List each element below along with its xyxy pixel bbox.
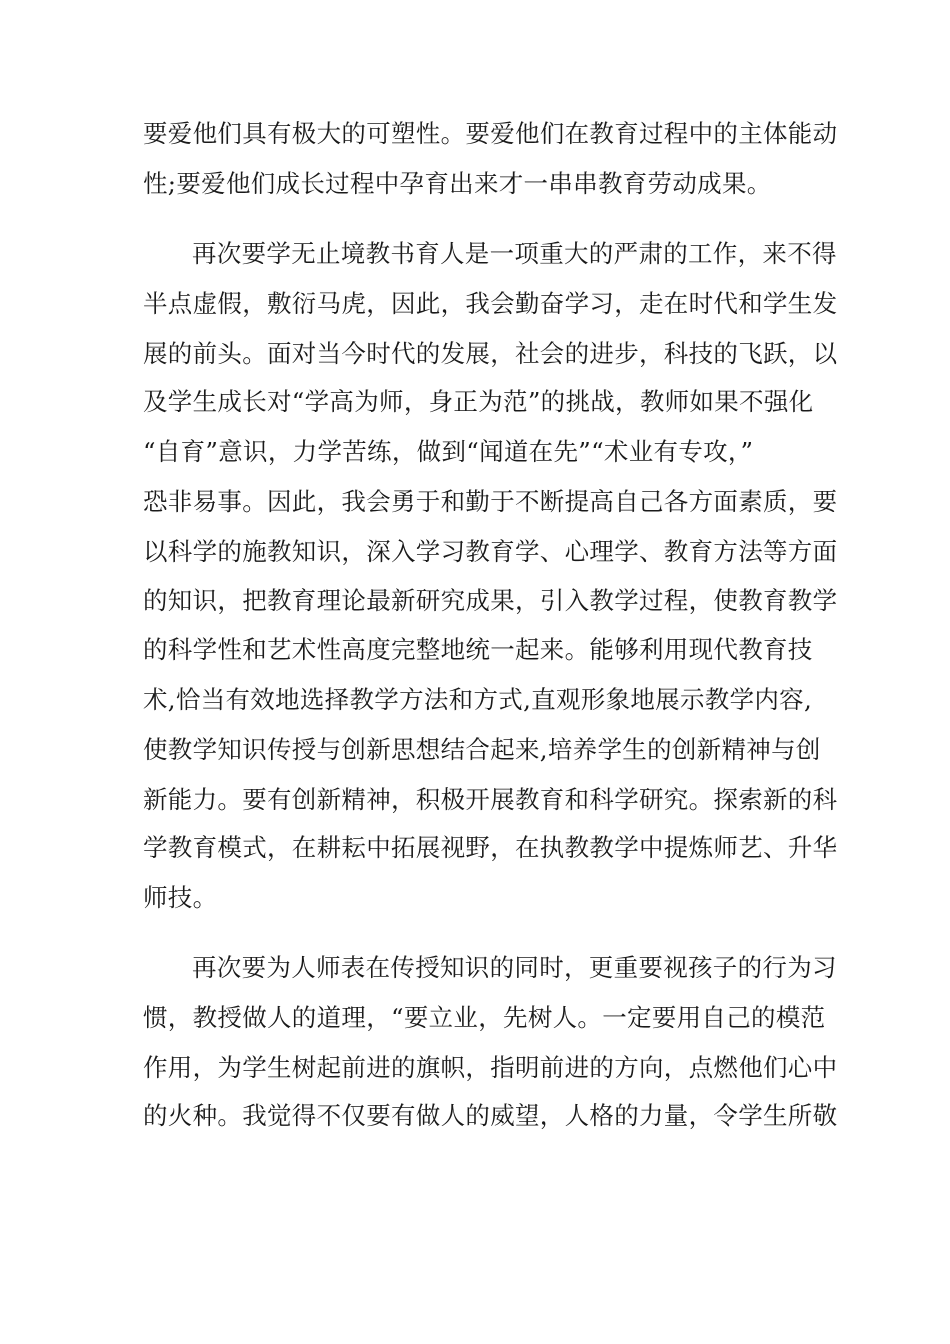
paragraph-3-line-3: 作用，为学生树起前进的旗帜，指明前进的方向，点燃他们心中 bbox=[143, 1053, 838, 1082]
paragraph-2-line-7: 以科学的施教知识，深入学习教育学、心理学、教育方法等方面 bbox=[143, 537, 838, 566]
paragraph-2-line-14: 师技。 bbox=[143, 883, 218, 912]
paragraph-2-line-8: 的知识，把教育理论最新研究成果，引入教学过程，使教育教学 bbox=[143, 586, 838, 615]
paragraph-1-line-1: 要爱他们具有极大的可塑性。要爱他们在教育过程中的主体能动 bbox=[143, 119, 838, 148]
paragraph-2-line-1: 再次要学无止境教书育人是一项重大的严肃的工作，来不得 bbox=[192, 239, 837, 268]
paragraph-2-line-6: 恐非易事。因此，我会勇于和勤于不断提高自己各方面素质，要 bbox=[143, 487, 838, 516]
paragraph-3-line-2: 惯，教授做人的道理，“要立业，先树人。一定要用自己的模范 bbox=[143, 1003, 826, 1032]
paragraph-2-line-3: 展的前头。面对当今时代的发展，社会的进步，科技的飞跃，以 bbox=[143, 339, 838, 368]
paragraph-3-line-4: 的火种。我觉得不仅要有做人的威望，人格的力量，令学生所敬 bbox=[143, 1101, 838, 1130]
paragraph-2-line-13: 学教育模式，在耕耘中拓展视野，在执教教学中提炼师艺、升华 bbox=[143, 833, 838, 862]
paragraph-2-line-9: 的科学性和艺术性高度完整地统一起来。能够利用现代教育技 bbox=[143, 635, 813, 664]
paragraph-2-line-5: “自育”意识，力学苦练，做到“闻道在先”“术业有专攻，” bbox=[143, 437, 754, 466]
paragraph-2-line-11: 使教学知识传授与创新思想结合起来,培养学生的创新精神与创 bbox=[143, 735, 821, 764]
paragraph-2-line-2: 半点虚假，敷衍马虎，因此，我会勤奋学习，走在时代和学生发 bbox=[143, 289, 838, 318]
paragraph-3-line-1: 再次要为人师表在传授知识的同时，更重要视孩子的行为习 bbox=[192, 953, 837, 982]
paragraph-2-line-10: 术,恰当有效地选择教学方法和方式,直观形象地展示教学内容, bbox=[143, 685, 813, 714]
paragraph-1-line-2: 性;要爱他们成长过程中孕育出来才一串串教育劳动成果。 bbox=[143, 169, 772, 198]
paragraph-2-line-4: 及学生成长对“学高为师，身正为范”的挑战，教师如果不强化 bbox=[143, 387, 814, 416]
paragraph-2-line-12: 新能力。要有创新精神，积极开展教育和科学研究。探索新的科 bbox=[143, 785, 838, 814]
